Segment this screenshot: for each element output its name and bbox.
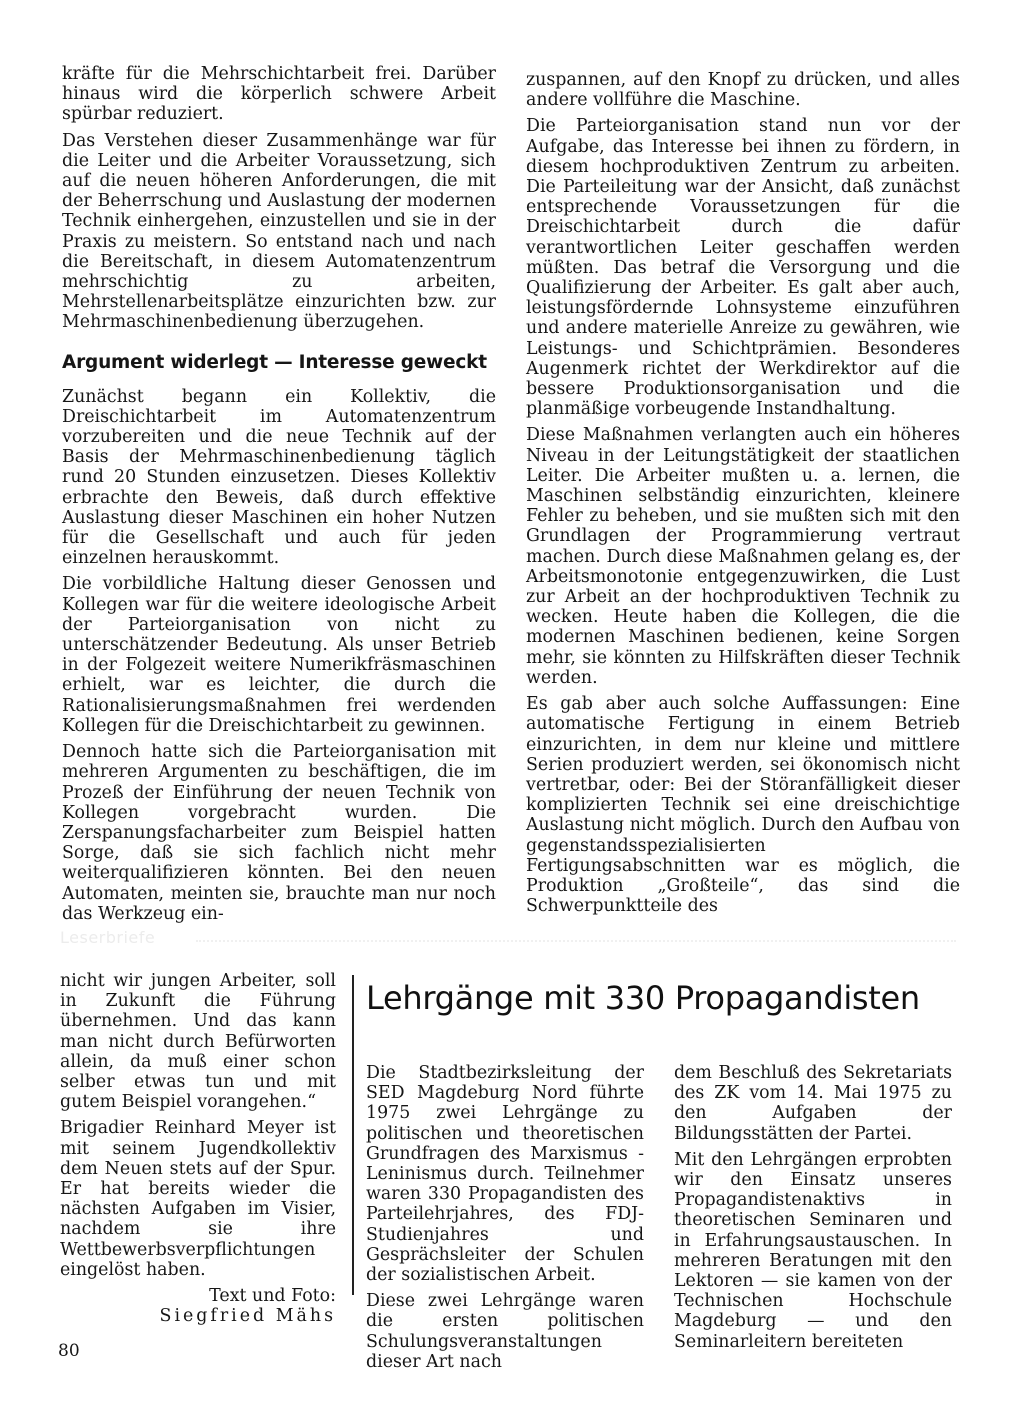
article-column-2 xyxy=(674,1063,952,1358)
paragraph: Die vorbildliche Haltung dieser Genossen und Kollegen war für die weitere ideologische Arbeit der Parteiorganisation von nicht zu unterschätzender Bedeutung. Als unser Betrieb in der Folgezeit weitere Numerikfräsmaschinen erhielt, war es leichter, die durch die Rationalisierungsmaßnahmen frei werdenden Kollegen für die Dreischichtarbeit zu gewinnen. xyxy=(62,574,496,736)
paragraph: Es gab aber auch solche Auffassungen: Eine automatische Fertigung in einem Betrieb einzurichten, in dem nur kleine und mittlere Serien produziert werden, sei ökonomisch nicht vertretbar, oder: Bei der Störanfälligkeit dieser komplizierten Technik sei eine dreischichtige Auslastung nicht möglich. Durch den Aufbau von gegenstandsspezialisierten Fertigungsabschnitten war es möglich, die Produktion „Großteile“, das sind die Schwerpunktteile des xyxy=(526,694,960,917)
paragraph: Brigadier Reinhard Meyer ist mit seinem Jugendkollektiv dem Neuen stets auf der Spur. Er hat bereits wieder die nächsten Aufgaben im Visier, nachdem sie ihre Wettbewerbsverpflichtungen eingelöst haben. xyxy=(60,1118,336,1280)
paragraph: Diese zwei Lehrgänge waren die ersten politischen Schulungsveranstaltungen dieser Art nach xyxy=(366,1291,644,1372)
paragraph: kräfte für die Mehrschichtarbeit frei. Darüber hinaus wird die körperlich schwere Arbeit spürbar reduziert. xyxy=(62,64,496,125)
paragraph: Die Parteiorganisation stand nun vor der Aufgabe, das Interesse bei ihnen zu fördern, in diesem hochproduktiven Zentrum zu arbeiten. Die Parteileitung war der Ansicht, daß zunächst entsprechende Voraussetzungen für die Dreischichtarbeit durch die dafür verantwortlichen Leiter geschaffen werden müßten. Das betraf die Versorgung und die Qualifizierung der Arbeiter. Es galt aber auch, leistungsfördernde Lohnsysteme einzuführen und andere materielle Anreize zu gewähren, wie Leistungs- und Schichtprämien. Besonderes Augenmerk richtet der Werkdirektor auf die bessere Produktionsorganisation und die planmäßige vorbeugende Instandhaltung. xyxy=(526,116,960,420)
column-top-right xyxy=(526,70,960,922)
paragraph: Zunächst begann ein Kollektiv, die Dreischichtarbeit im Automatenzentrum vorzubereiten und die neue Technik auf der Basis der Mehrmaschinenbedienung täglich rund 20 Stunden einzusetzen. Dieses Kollektiv erbrachte den Beweis, daß durch effektive Auslastung dieser Maschinen ein hoher Nutzen für die Gesellschaft und auch für jeden einzelnen herauskommt. xyxy=(62,386,496,569)
paragraph: zuspannen, auf den Knopf zu drücken, und alles andere vollführe die Maschine. xyxy=(526,70,960,111)
paragraph: dem Beschluß des Sekretariats des ZK vom 14. Mai 1975 zu den Aufgaben der Bildungsstätten der Partei. xyxy=(674,1063,952,1144)
article-title: Lehrgänge mit 330 Propagandisten xyxy=(366,979,920,1017)
column-top-left xyxy=(62,64,496,930)
article-column-1 xyxy=(366,1063,644,1378)
section-kicker: Leserbriefe xyxy=(60,928,156,947)
section-divider xyxy=(196,940,956,942)
page-number: 80 xyxy=(58,1341,80,1361)
photo-credit: Text und Foto: xyxy=(209,1286,336,1307)
paragraph: Das Verstehen dieser Zusammenhänge war für die Leiter und die Arbeiter Voraussetzung, sich auf die neuen höheren Anforderungen, die mit der Beherrschung und Auslastung der modernen Technik einhergehen, einzustellen und sie in der Praxis zu meistern. So entstand nach und nach die Bereitschaft, in diesem Automatenzentrum mehrschichtig zu arbeiten, Mehrstellenarbeitsplätze einzurichten bzw. zur Mehrmaschinenbedienung überzugehen. xyxy=(62,130,496,333)
paragraph: nicht wir jungen Arbeiter, soll in Zukunft die Führung übernehmen. Und das kann man nicht durch Befürworten allein, da muß einer schon selber etwas tun und mit gutem Beispiel vorangehen.“ xyxy=(60,971,336,1113)
paragraph: Diese Maßnahmen verlangten auch ein höheres Niveau in der Leitungstätigkeit der staatlichen Leiter. Die Arbeiter mußten u. a. lernen, die Maschinen selbständig einzurichten, kleinere Fehler zu beheben, und sie mußten sich mit den Grundlagen der Programmierung vertraut machen. Durch diese Maßnahmen gelang es, der Arbeitsmonotonie entgegenzuwirken, die Lust zur Arbeit an der hochproduktiven Technik zu wecken. Heute haben die Kollegen, die die modernen Maschinen bedienen, keine Sorgen mehr, sie könnten zu Hilfskräften dieser Technik werden. xyxy=(526,425,960,688)
paragraph: Dennoch hatte sich die Parteiorganisation mit mehreren Argumenten zu beschäftigen, die im Prozeß der Einführung der neuen Technik von Kollegen vorgebracht wurden. Die Zerspanungsfacharbeiter zum Beispiel hatten Sorge, daß sie sich fachlich nicht mehr weiterqualifizieren könnten. Bei den neuen Automaten, meinten sie, brauchte man nur noch das Werkzeug ein- xyxy=(62,742,496,924)
paragraph: Die Stadtbezirksleitung der SED Magdeburg Nord führte 1975 zwei Lehrgänge zu politischen und theoretischen Grundfragen des Marxismus - Leninismus durch. Teilnehmer waren 330 Propagandisten des Parteilehrjahres, des FDJ-Studienjahres und Gesprächsleiter der Schulen der sozialistischen Arbeit. xyxy=(366,1063,644,1286)
column-bottom-left xyxy=(60,971,336,1326)
paragraph: Mit den Lehrgängen erprobten wir den Einsatz unseres Propagandistenaktivs in theoretischen Seminaren und in Erfahrungsaustauschen. In mehreren Beratungen mit den Lektoren — sie kamen von der Technischen Hochschule Magdeburg — und den Seminarleitern bereiteten xyxy=(674,1149,952,1352)
column-divider xyxy=(352,975,354,1295)
author-name: Siegfried Mähs xyxy=(159,1306,336,1327)
subheading: Argument widerlegt — Interesse geweckt xyxy=(62,351,487,373)
